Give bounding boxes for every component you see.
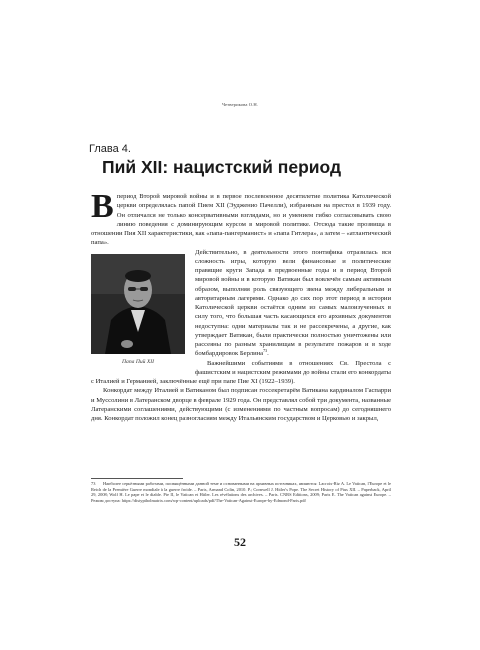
paragraph-3-text: Важнейшими событиями в отношениях Св. Престола с фашистским и нацистским режимами до войны стали его конкордаты с Италией и Германией, заключённые ещё при папе Пие XI (1922–1939). <box>91 359 391 385</box>
body-text <box>91 188 392 423</box>
paragraph-2: Действительно, в деятельности этого понтифика отразилась вся сложность игры, которую вели финансовые и политические правящие круги Запада в предвоенные годы и в период Второй мировой войны и в которую Ватикан был вовлечён самым активным образом, выполняя роль связующего звена между либеральным и авторитарным лагерями. Однако до сих пор этот период в истории Католической церкви остаётся одним из самых малоизученных в силу того, что большая часть касающихся его архивных документов недоступна: одни материалы так и не рассекречены, а другие, как утверждает Ватикан, были практически полностью уничтожены или рассеяны по разным хранилищам в результате пожаров и в ходе бомбардировок Берлина$^{73}$. <box>195 248 391 358</box>
footnote-text: Наиболее серьёзными работами, посвящёнными данной теме и основанными на архивных источниках, являются: Lacroix-Riz A. Le Vatican, l'Europe et le Reich de la Première Guerre mondiale à la guerre froide. – Paris, Armand Colin, 2010. P.; Cornwell J. Hitler's Pope. The Secret History of Pius XII. – Paperback, April 29, 2008; Wolf H. Le pape et le diable. Pie II, le Vatican et Hitler. Les révélations des archives. – Paris. CNRS Editions, 2009; Paris E. The Vatican against Europe. – Режим доступа: https://distyptholmatrix.com/wp-content/uploads/pdf/The-Vatican-Against-Europe-by-Edmond-Paris.pdf <box>91 481 391 503</box>
chapter-label: Глава 4. <box>89 143 131 155</box>
footnote-ref[interactable]: 73 <box>263 348 268 354</box>
footnote <box>91 481 391 503</box>
paragraph-4-text: Конкордат между Италией и Ватиканом был подписан госсекретарём Ватикана кардиналом Гаспарри и Муссолини в Латеранском дворце в феврале 1929 года. Он представлял собой три документа, названные Латеранскими соглашениями, действующими (с изменениями по частным вопросам) до сегодняшнего дня. Конкордат положил конец разногласиям между Итальянским государством и Церковью и закрыл, <box>91 387 391 422</box>
pope-portrait-image <box>91 254 185 354</box>
footnote-number: 73 <box>91 481 96 486</box>
paragraph-1-text: период Второй мировой войны и в первое послевоенное десятилетие политика Католической церкви определялась папой Пием XII (Эудженио Пачелли), избранным на престол в 1939 году. Он отличался не только консервативными взглядами, но и умением гибко согласовывать свою линию поведения с доминирующим курсом в мировой политике. Отсюда такие прозвища в отношении Пия XII характеристики, как «папа-пангерманист» и «папа Гитлера», а затем – «атлантический папа». <box>91 193 392 247</box>
chapter-title: Пий XII: нацистский период <box>102 157 342 177</box>
dropcap: В <box>91 188 114 225</box>
page-number: 52 <box>234 535 246 549</box>
photo-block <box>91 254 185 367</box>
pope-photo <box>91 254 185 354</box>
paragraph-1 <box>91 188 392 248</box>
footnote-rule <box>91 478 183 479</box>
paragraph-2-text: Действительно, в деятельности этого понтифика отразилась вся сложность игры, которую вели финансовые и политические правящие круги Запада в предвоенные годы и в период Второй мировой войны и в которую Ватикан был вовлечён самым активным образом, выполняя роль связующего звена между либеральным и авторитарным лагерями. Однако до сих пор этот период в истории Католической церкви остаётся одним из самых малоизученных в силу того, что большая часть касающихся его архивных документов недоступна: одни материалы так и не рассекречены, а другие, как утверждает Ватикан, были практически полностью уничтожены или рассеяны по разным хранилищам в результате пожаров и в ходе бомбардировок Берлина <box>195 248 391 358</box>
paragraph-4 <box>91 386 391 423</box>
running-head: Четверикова О.Н. <box>221 102 259 107</box>
photo-caption: Папа Пий XII <box>121 358 154 365</box>
